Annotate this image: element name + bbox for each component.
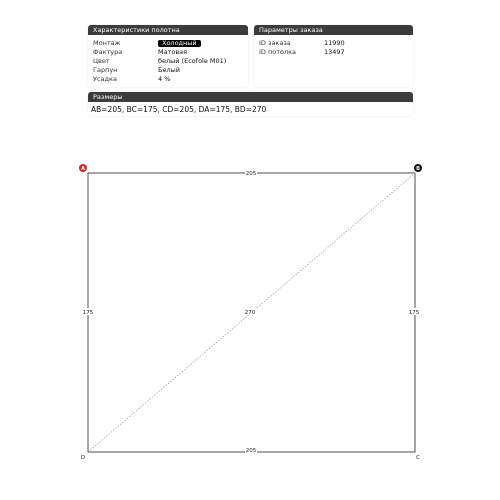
corner-a-label: A [81, 166, 85, 172]
sizes-panel-title: Размеры [88, 92, 413, 102]
corner-b-label: B [416, 166, 420, 172]
corner-d-label: D [80, 455, 86, 461]
shrink-value: 4 % [158, 74, 171, 83]
color-label: Цвет [93, 56, 110, 65]
order-id-value: 11990 [324, 38, 345, 47]
shrink-label: Усадка [93, 74, 117, 83]
edge-label-ab: 205 [245, 171, 257, 177]
canvas-panel-title: Характеристики полотна [88, 25, 248, 35]
edge-label-da: 175 [82, 310, 94, 316]
texture-label: Фактура [93, 47, 123, 56]
edge-label-cd: 205 [245, 448, 257, 454]
edge-label-bd: 270 [244, 310, 256, 316]
harpoon-value: Белый [158, 65, 180, 74]
mount-label: Монтаж [93, 38, 121, 47]
sizes-text: AB=205, BC=175, CD=205, DA=175, BD=270 [91, 105, 267, 114]
color-value: белый (Ecofole M01) [158, 56, 227, 65]
mount-value-badge: Холодный [158, 40, 201, 47]
ceiling-id-value: 13497 [324, 47, 345, 56]
order-panel-title: Параметры заказа [254, 25, 413, 35]
order-id-label: ID заказа [259, 38, 291, 47]
edge-label-bc: 175 [408, 310, 420, 316]
harpoon-label: Гарпун [93, 65, 118, 74]
texture-value: Матовая [158, 47, 188, 56]
corner-c-label: C [416, 455, 420, 461]
ceiling-id-label: ID потолка [259, 47, 297, 56]
